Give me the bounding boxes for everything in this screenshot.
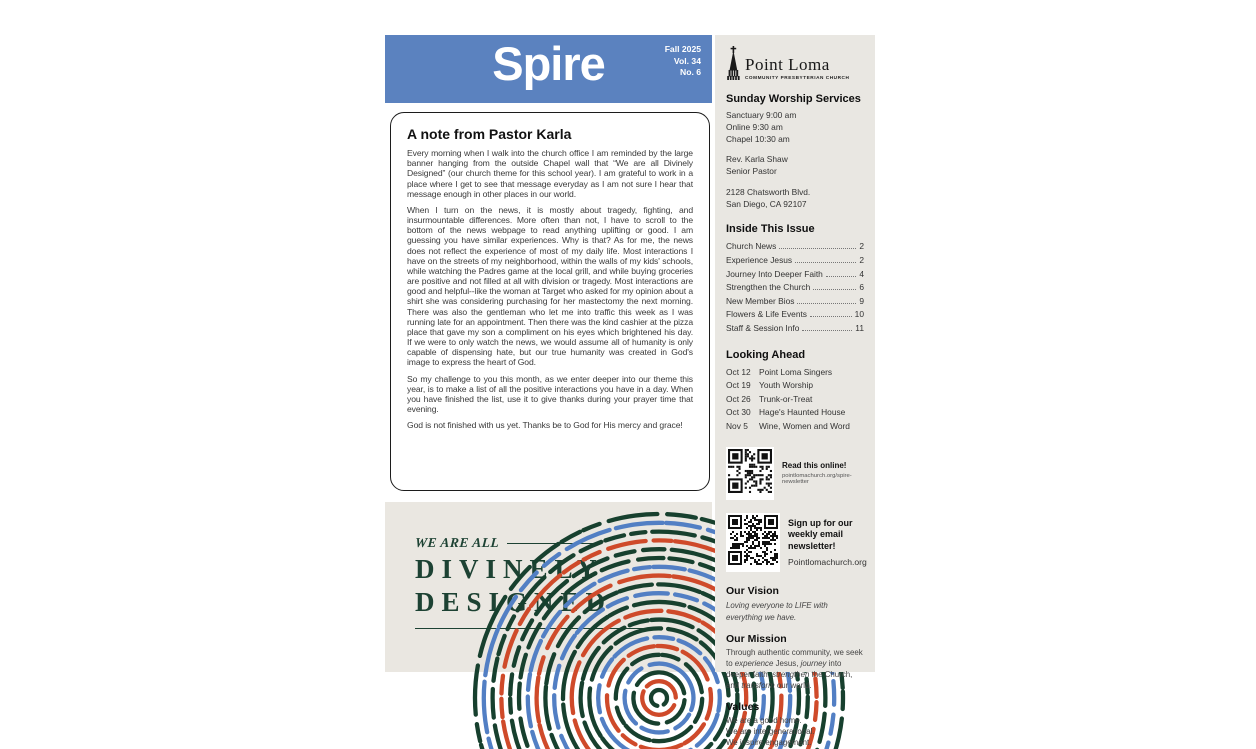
event-row xyxy=(726,366,864,380)
toc-row xyxy=(726,240,864,254)
qr-code-online xyxy=(726,447,774,500)
toc-page-number: 11 xyxy=(855,323,864,334)
toc-page-number: 10 xyxy=(854,309,864,320)
note-paragraph: When I turn on the news, it is mostly about tragedy, fighting, and insurmountable differences. More often than not, I have to scroll to the bottom of the news webpage to read anything uplifting or good. I am guessing you have similar experiences. Why is that? As for me, the news does not reflect the experience of most of my daily life. Most interactions I have on the streets of my neighborhood, within the walls of my kids' schools, while watching the Padres game at the local grill, and while buying groceries are positive and not filled at all with division or tragedy. Most interactions are good and helpful--like the woman at Target who asked for my opinion about a shirt she was considering purchasing for her mastectomy the next morning. There was also the gentleman who let me into traffic this week as I was running late for an appointment. Then there was the kind cashier at the pizza place that gave my son a compliment on his eyes which brightened his day. If we were to only watch the news, we would assume all of humanity is only capable of dispensing hate, but our true humanity was created in God's image to express the heart of God. xyxy=(407,204,693,368)
issue-line: No. 6 xyxy=(679,67,701,78)
theme-kicker: WE ARE ALL xyxy=(414,535,500,550)
issue-info xyxy=(665,44,701,79)
mission-segment: strengthen xyxy=(772,669,810,679)
qr-code-newsletter xyxy=(726,513,780,572)
masthead xyxy=(385,35,712,103)
note-paragraph: Every morning when I walk into the church office I am reminded by the large banner hanging from the outside Chapel wall that “We are all Divinely Designed” (our church theme for this school year). I am grateful to work in a place where I get to see that message everyday as I am not sure I hear that message enough in other places in our world. xyxy=(407,148,693,199)
upcoming-events xyxy=(726,366,864,434)
value-item: We are intergenerational. xyxy=(726,726,815,736)
toc-leader xyxy=(826,276,856,277)
toc-page-number: 2 xyxy=(859,254,864,265)
fingerprint-graphic xyxy=(577,502,712,672)
theme-word-2: DESIGNED xyxy=(415,586,613,617)
toc-leader xyxy=(795,262,856,263)
vision-text: Loving everyone to LIFE with everything we have. xyxy=(726,600,828,622)
toc-leader xyxy=(813,289,856,290)
worship-time: Sanctuary 9:00 am xyxy=(726,110,797,120)
event-row xyxy=(726,406,864,420)
note-body xyxy=(407,148,693,430)
table-of-contents xyxy=(726,240,864,335)
toc-label: Staff & Session Info xyxy=(726,323,800,334)
note-paragraph: So my challenge to you this month, as we enter deeper into our theme this year, is to make a list of all the positive interactions you have in a day. When you have finished the list, use it to give thanks during your prayer time that evening. xyxy=(407,373,693,415)
toc-leader xyxy=(802,330,852,331)
event-name: Point Loma Singers xyxy=(759,366,833,377)
toc-row xyxy=(726,322,864,336)
mission-segment: our world. xyxy=(774,680,812,690)
event-date: Oct 30 xyxy=(726,407,751,418)
pastor-note-box xyxy=(390,112,710,491)
steeple-icon xyxy=(726,46,741,80)
event-date: Oct 26 xyxy=(726,393,751,404)
church-name-block xyxy=(745,56,849,80)
mission-segment: the Church, and xyxy=(726,669,853,690)
values-heading: Values xyxy=(726,700,760,713)
qr-online-label: Read this online! xyxy=(782,461,847,471)
event-name: Hage's Haunted House xyxy=(759,407,846,418)
toc-leader xyxy=(779,248,856,249)
event-row xyxy=(726,379,864,393)
mission-heading: Our Mission xyxy=(726,633,787,646)
mission-segment: Jesus, xyxy=(773,659,801,669)
toc-page-number: 9 xyxy=(859,295,864,306)
toc-row xyxy=(726,295,864,309)
toc-row xyxy=(726,254,864,268)
toc-leader xyxy=(797,303,856,304)
church-address xyxy=(726,187,864,211)
theme-word-1: DIVINELY xyxy=(415,554,604,584)
qr-online-text xyxy=(782,461,864,485)
toc-label: Journey Into Deeper Faith xyxy=(726,268,823,279)
note-paragraph: God is not finished with us yet. Thanks be to God for His mercy and grace! xyxy=(407,420,683,431)
qr-newsletter-row xyxy=(726,513,867,572)
toc-row xyxy=(726,281,864,295)
mission-segment: experience xyxy=(734,659,774,669)
toc-row xyxy=(726,308,864,322)
qr-newsletter-text xyxy=(788,518,867,567)
church-logo xyxy=(726,46,864,80)
toc-label: Flowers & Life Events xyxy=(726,309,807,320)
qr-online-url: pointlomachurch.org/spire-newsletter xyxy=(782,473,852,486)
toc-page-number: 6 xyxy=(859,282,864,293)
event-row xyxy=(726,420,864,434)
event-date: Nov 5 xyxy=(726,421,748,432)
worship-heading: Sunday Worship Services xyxy=(726,93,861,105)
address-line: 2128 Chatsworth Blvd. xyxy=(726,186,811,197)
toc-heading: Inside This Issue xyxy=(726,223,815,236)
vision-heading: Our Vision xyxy=(726,584,779,597)
church-subtitle: COMMUNITY PRESBYTERIAN CHURCH xyxy=(745,75,850,80)
event-name: Trunk-or-Treat xyxy=(759,393,813,404)
mission-segment: into deeper faith, xyxy=(726,659,842,679)
values-list xyxy=(726,716,864,749)
church-name: Point Loma xyxy=(745,55,830,74)
worship-time: Online 9:30 am xyxy=(726,121,783,132)
event-row xyxy=(726,393,864,407)
address-line: San Diego, CA 92107 xyxy=(726,198,807,209)
toc-page-number: 2 xyxy=(859,241,864,252)
pastor-line: Rev. Karla Shaw xyxy=(726,154,788,165)
toc-row xyxy=(726,268,864,282)
ahead-heading: Looking Ahead xyxy=(726,348,806,361)
mission-text xyxy=(726,648,864,692)
event-name: Youth Worship xyxy=(759,380,814,391)
newsletter-title: Spire xyxy=(492,37,605,90)
theme-graphic xyxy=(385,502,712,672)
sidebar xyxy=(715,35,875,747)
note-title: A note from Pastor Karla xyxy=(407,126,572,142)
toc-leader xyxy=(810,316,852,317)
pastor-line: Senior Pastor xyxy=(726,166,777,177)
qr-newsletter-url: Pointlomachurch.org xyxy=(788,556,867,567)
event-date: Oct 19 xyxy=(726,380,751,391)
toc-label: Experience Jesus xyxy=(726,254,793,265)
toc-label: Strengthen the Church xyxy=(726,282,811,293)
toc-label: New Member Bios xyxy=(726,295,795,306)
mission-segment: journey xyxy=(800,659,827,669)
issue-line: Vol. 34 xyxy=(673,55,701,66)
worship-times xyxy=(726,110,864,145)
event-date: Oct 12 xyxy=(726,366,751,377)
qr-online-row xyxy=(726,447,864,500)
value-item: We inspire engagement. xyxy=(726,737,812,747)
value-item: We are a good home. xyxy=(726,715,802,725)
mission-segment: transform xyxy=(741,680,775,690)
pastor-info xyxy=(726,154,864,178)
event-name: Wine, Women and Word xyxy=(759,421,850,432)
mission-segment: Through authentic community, we seek to xyxy=(726,648,863,669)
toc-page-number: 4 xyxy=(859,268,864,279)
qr-newsletter-label: Sign up for our weekly email newsletter! xyxy=(788,517,853,552)
worship-time: Chapel 10:30 am xyxy=(726,133,790,144)
issue-line: Fall 2025 xyxy=(664,44,701,54)
toc-label: Church News xyxy=(726,241,777,252)
